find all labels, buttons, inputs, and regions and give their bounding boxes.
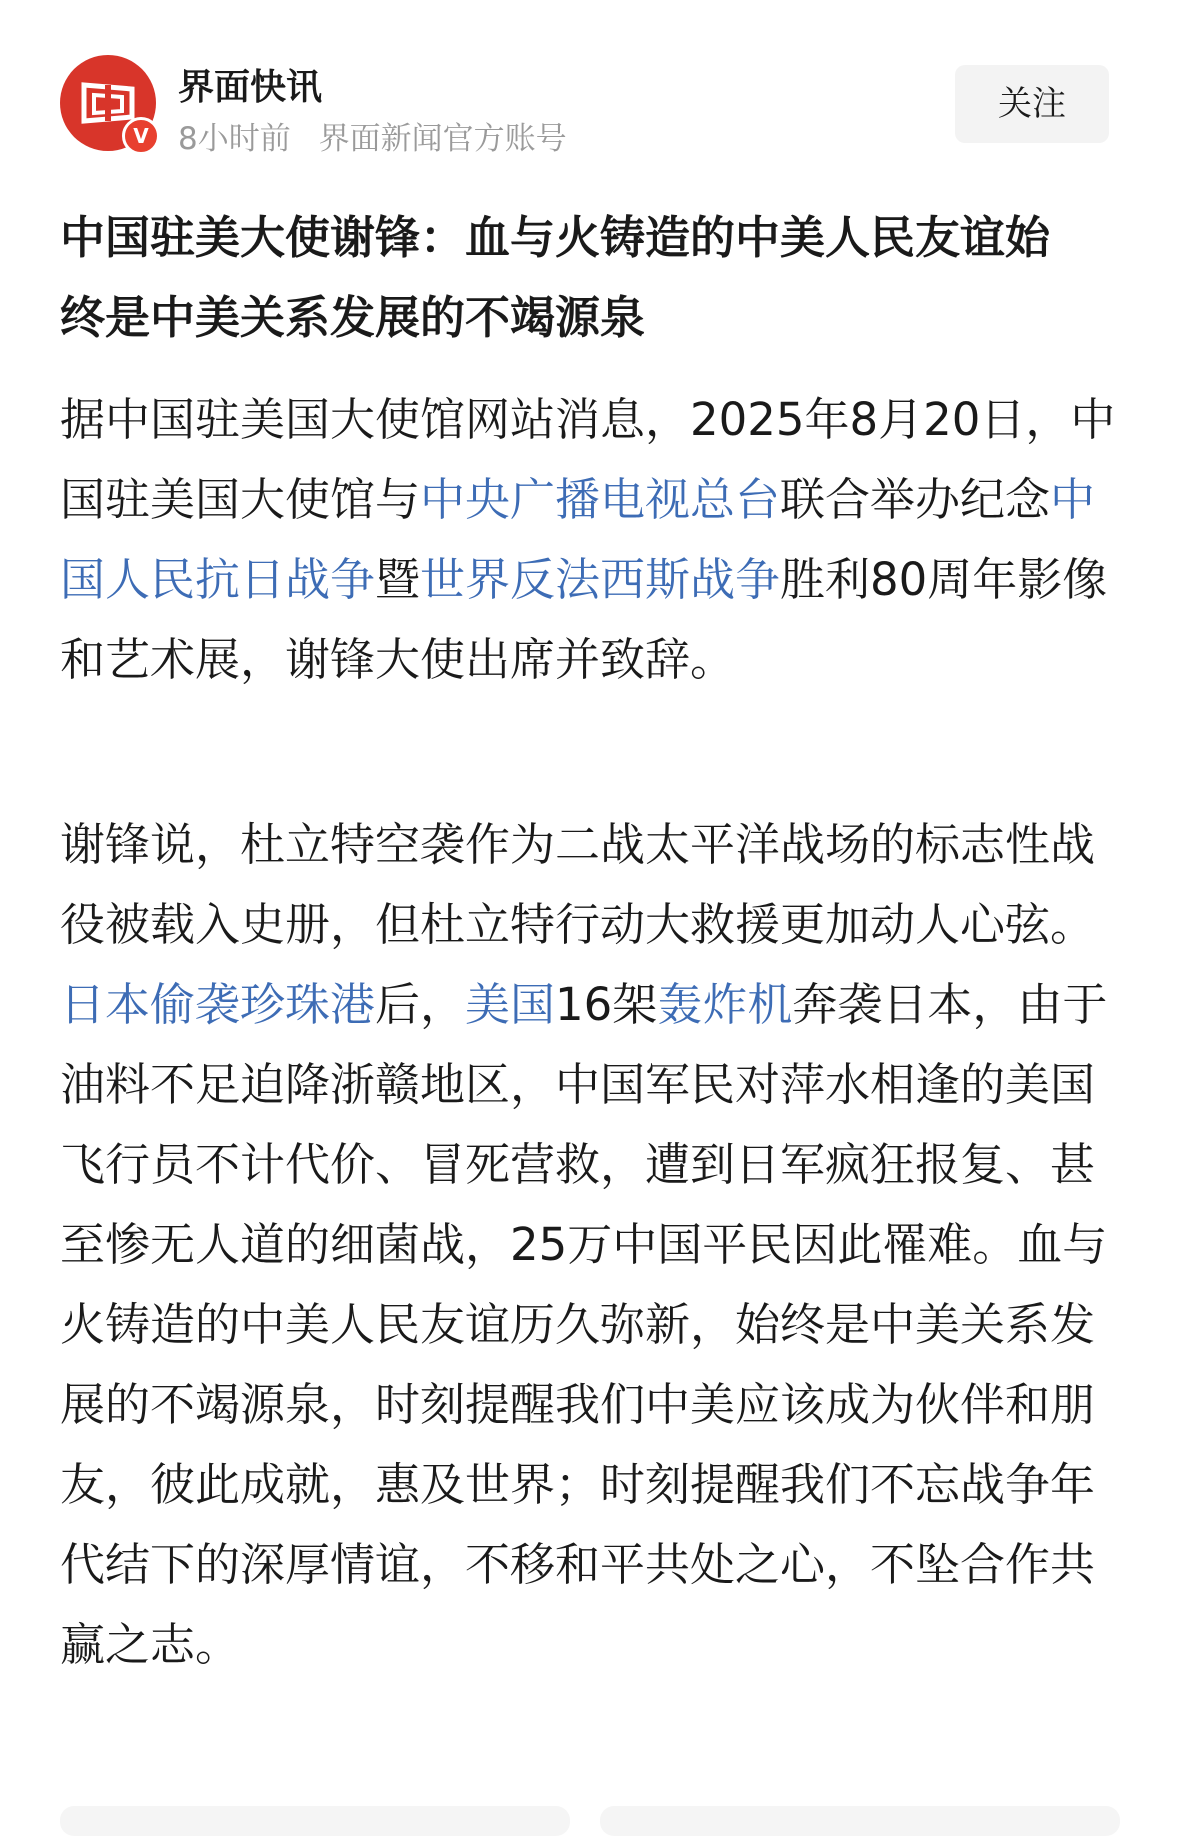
- topic-link[interactable]: 世界反法西斯战争: [420, 553, 781, 606]
- article-paragraph-1: [60, 380, 1130, 700]
- post-meta: [178, 113, 567, 158]
- topic-link[interactable]: 美国: [465, 978, 556, 1031]
- paragraph-text: 胜利80周年影像和艺术展，谢锋大使出席并致辞。: [60, 553, 1108, 686]
- paragraph-text: 奔袭日本，由于油料不足迫降浙赣地区，中国军民对萍水相逢的美国飞行员不计代价、冒死营救，遭到日军疯狂报复、甚至惨无人道的细菌战，25万中国平民因此罹难。血与火铸造的中美人民友谊历久弥新，始终是中美关系发展的不竭源泉，时刻提醒我们中美应该成为伙伴和朋友，彼此成就，惠及世界；时刻提醒我们不忘战争年代结下的深厚情谊，不移和平共处之心，不坠合作共赢之志。: [60, 978, 1108, 1671]
- paragraph-text: 联合举办纪念: [780, 473, 1051, 526]
- post-time: 8小时前: [178, 121, 291, 157]
- topic-link[interactable]: 中国人民抗日战争: [60, 473, 1096, 606]
- topic-link[interactable]: 中央广播电视总台: [420, 473, 781, 526]
- account-description: 界面新闻官方账号: [318, 121, 567, 157]
- paragraph-text: 后，: [375, 978, 466, 1031]
- verified-badge-icon: V: [122, 117, 160, 155]
- account-name[interactable]: 界面快讯: [178, 67, 323, 108]
- article-headline: 中国驻美大使谢锋：血与火铸造的中美人民友谊始终是中美关系发展的不竭源泉: [60, 211, 1051, 344]
- article-header: [60, 55, 1120, 155]
- topic-link[interactable]: 轰炸机: [657, 978, 793, 1031]
- avatar[interactable]: [60, 55, 156, 151]
- paragraph-text: 16架: [555, 978, 658, 1031]
- topic-link[interactable]: 日本偷袭珍珠港: [60, 978, 376, 1031]
- follow-button[interactable]: 关注: [955, 65, 1109, 143]
- bottom-card[interactable]: [600, 1806, 1120, 1836]
- article-paragraph-2: [60, 805, 1130, 1685]
- bottom-card[interactable]: [60, 1806, 570, 1836]
- paragraph-text: 谢锋说，杜立特空袭作为二战太平洋战场的标志性战役被载入史册，但杜立特行动大救援更加动人心弦。: [60, 818, 1096, 951]
- paragraph-text: 暨: [375, 553, 421, 606]
- paragraph-text: 据中国驻美国大使馆网站消息，2025年8月20日，中国驻美国大使馆与: [60, 393, 1116, 526]
